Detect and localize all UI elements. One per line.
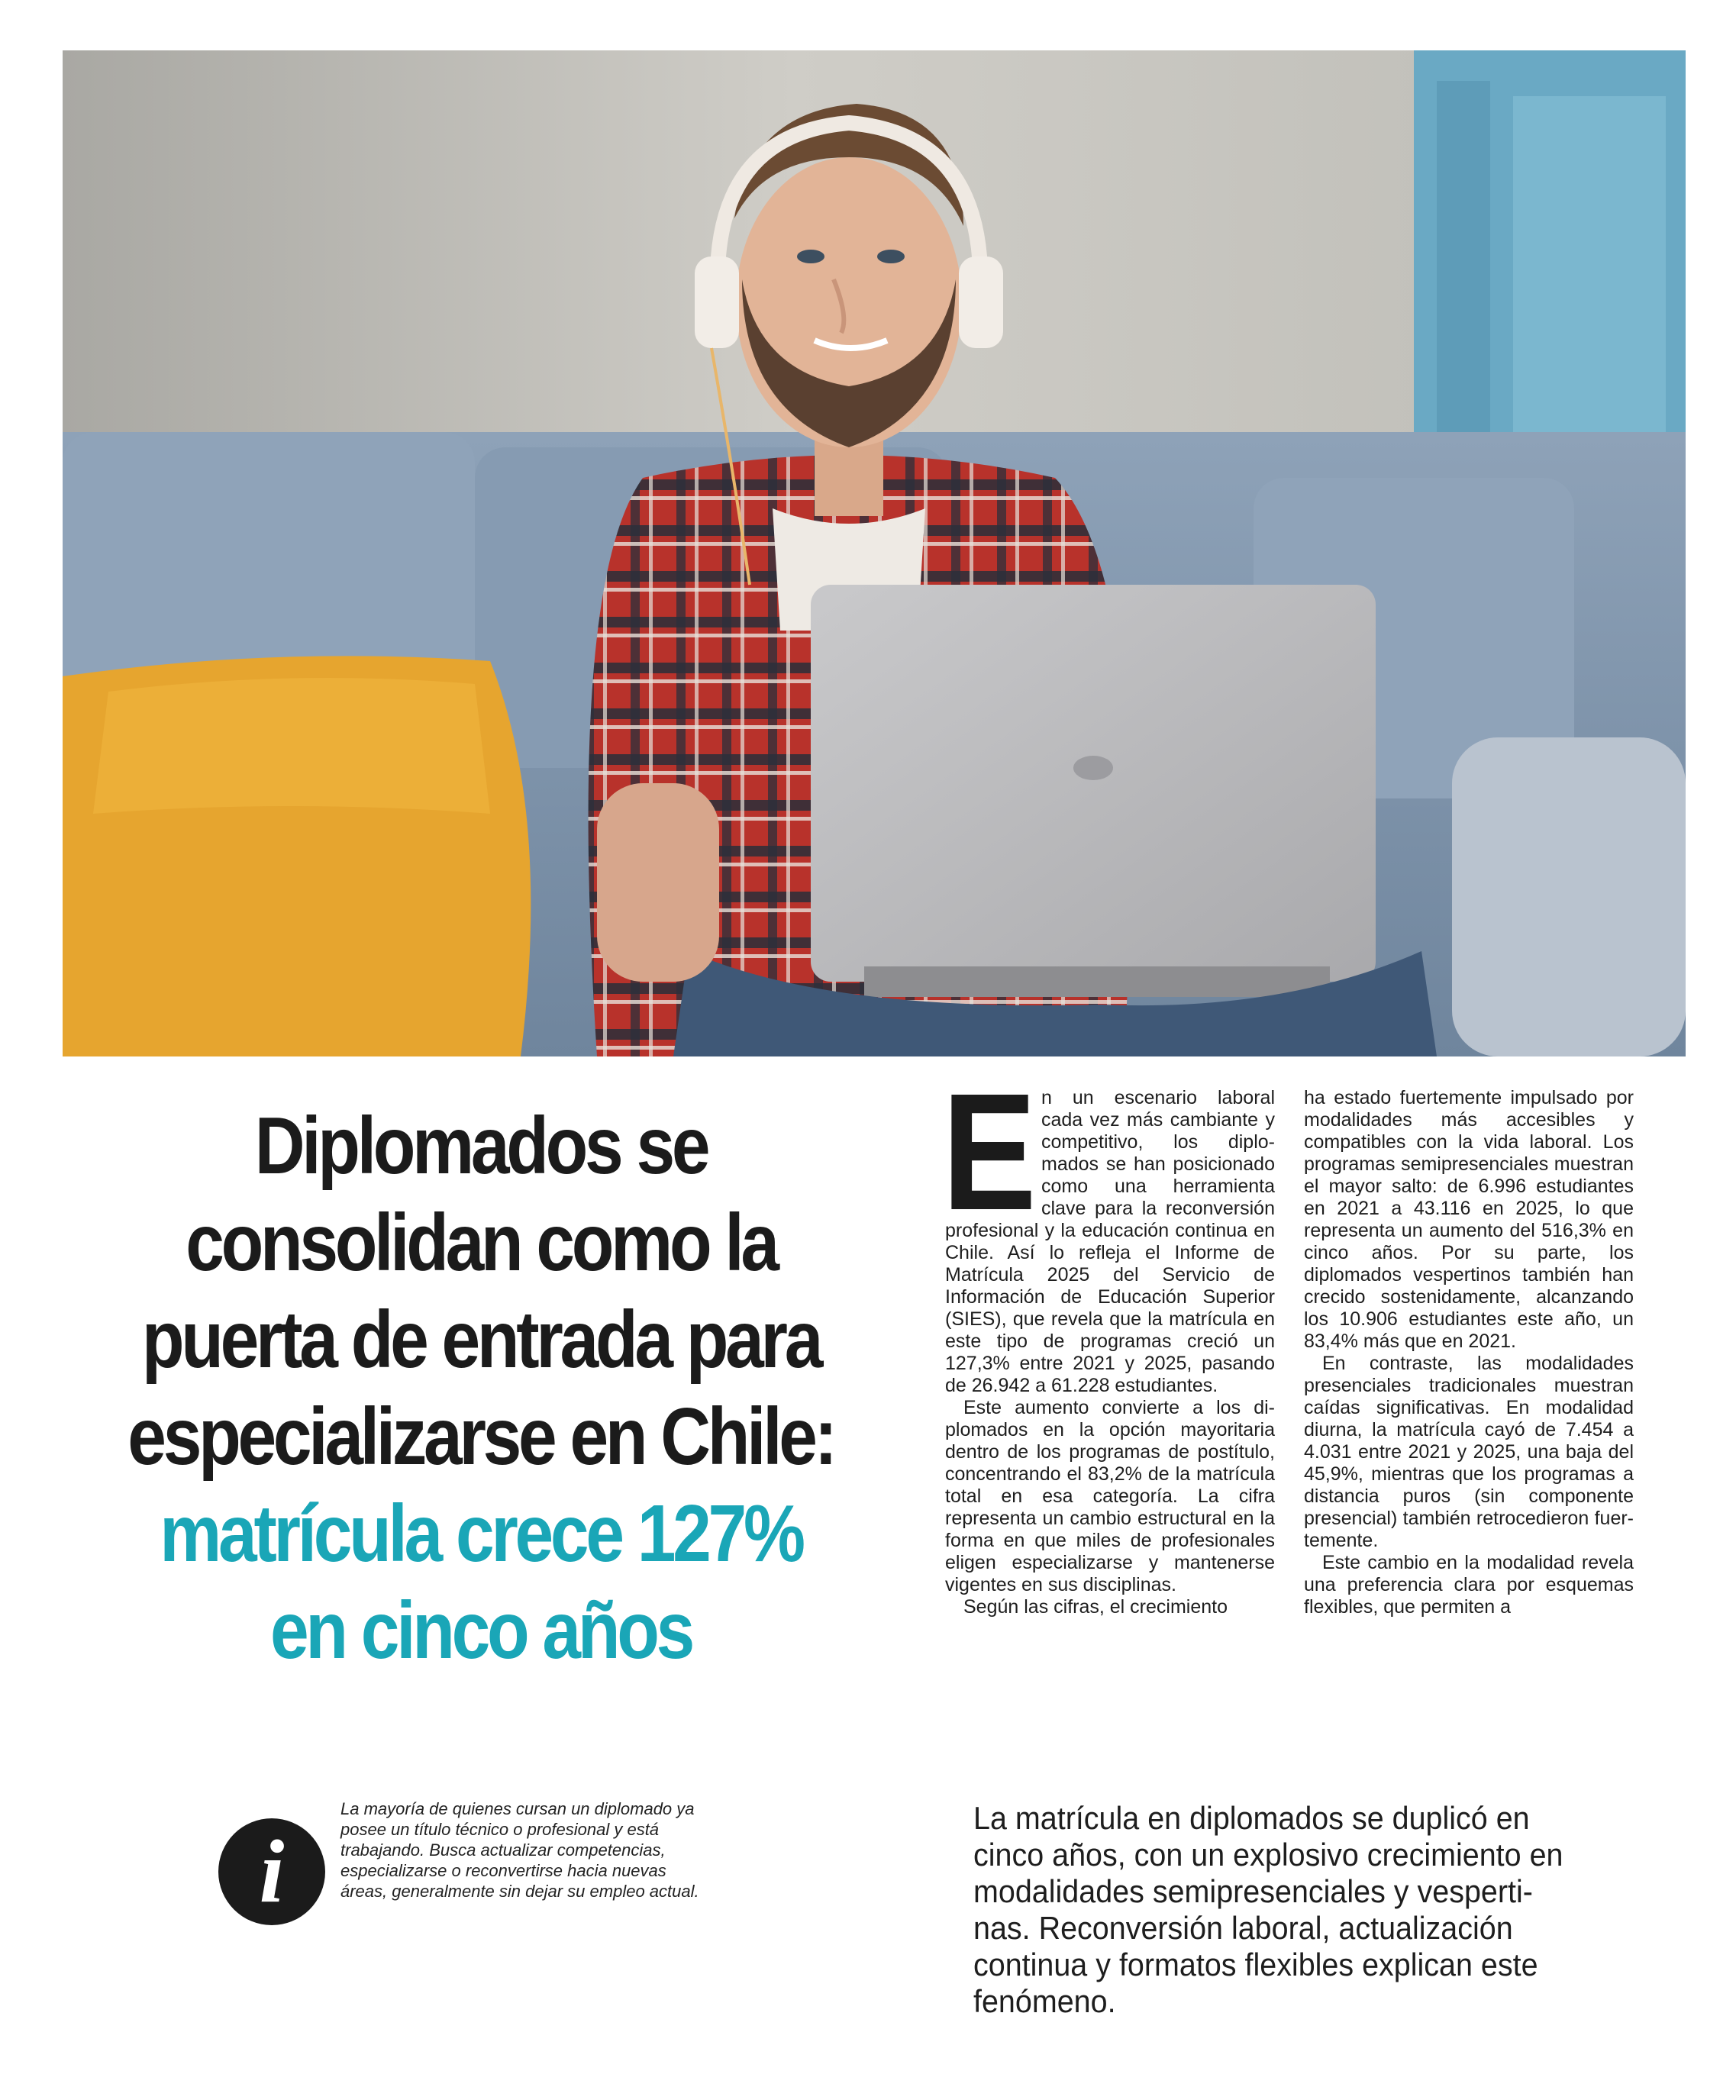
article-summary: La matrícula en diplomados se duplicó en cinco años, con un explosivo crecimiento en modalidades semipresenciales y vespertinas. Reconversión laboral, actualización continua y formatos flexibles explican este fenómeno. [973, 1800, 1563, 2019]
headline-line: Diplomados se [254, 1101, 708, 1191]
drop-cap: E [942, 1060, 1037, 1245]
headline-line: especializarse en Chile: [127, 1392, 834, 1482]
article-column-2 [1304, 1087, 1634, 1618]
article-paragraph: ha estado fuertemente impulsado por modalidades más accesibles y compatibles con la vida laboral. Los programas semipresenciales muestran el mayor salto: de 6.996 estudiantes en 2021 a 43.116 en 2025, lo que representa un aumento del 516,3% en cinco años. Por su parte, los diplomados vespertinos también han crecido sostenidamente, alcanzando los 10.906 estudiantes este año, un 83,4% más que en 2021. [1304, 1087, 1634, 1352]
info-box-text: La mayoría de quienes cursan un diplomado ya posee un título técnico o profesional y está trabajando. Busca actualizar competencias, especializarse o reconvertirse hacia nuevas áreas, generalmente sin dejar su empleo actual. [340, 1799, 699, 1901]
headline-highlight-line: matrícula crece 127% [160, 1489, 802, 1579]
headline-line: consolidan como la [186, 1198, 776, 1288]
article-paragraph: Este cambio en la modalidad revela una preferencia clara por esquemas flexibles, que permiten a [1304, 1552, 1634, 1618]
info-icon: i [218, 1818, 325, 1925]
article-paragraph: En contraste, las modalidades presenciales tradicionales muestran caídas significativas. En modalidad diurna, la matrícula cayó de 7.454 a 4.031 entre 2021 y 2025, una baja del 45,9%, mientras que los programas a distancia puros (sin componente presencial) también retrocedieron fuertemente. [1304, 1353, 1634, 1551]
article-paragraph: Este aumento convierte a los diplomados en la opción mayoritaria dentro de los programas de postítulo, concentrando el 83,2% de la matrícula total en esa categoría. La cifra representa un cambio estructural en la forma en que miles de profesionales eligen especializarse y mantenerse vigentes en sus disciplinas. [945, 1397, 1275, 1595]
man-with-laptop-illustration [63, 50, 1686, 1056]
headline-line: puerta de entrada para [141, 1295, 821, 1385]
article-paragraph: n un escenario laboral cada vez más cambiante y competitivo, los diplomados se han posicionado como una herramienta clave para la reconversión profesional y la educación continua en Chile. Así lo refleja el Informe de Matrícula 2025 del Servicio de Información de Educación Superior (SIES), que revela que la matrícula en este tipo de programas creció un 127,3% entre 2021 y 2025, pasando de 26.942 a 61.228 estudiantes. [945, 1087, 1275, 1396]
headline-highlight-line: en cinco años [269, 1585, 692, 1676]
headline [107, 1098, 855, 1679]
hero-photo [63, 50, 1686, 1056]
article-paragraph: Según las cifras, el crecimiento [963, 1596, 1228, 1618]
article-column-1 [942, 1060, 1275, 1618]
